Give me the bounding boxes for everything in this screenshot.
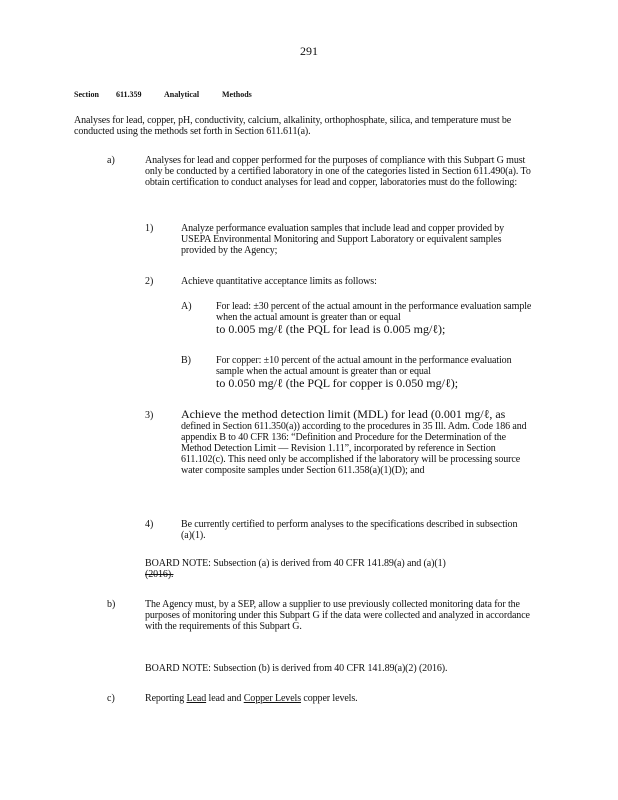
label-a: a)	[107, 155, 115, 166]
item-a2-text: Achieve quantitative acceptance limits as follows:	[181, 276, 377, 287]
board-note-b: BOARD NOTE: Subsection (b) is derived from 40 CFR 141.89(a)(2) (2016).	[145, 663, 448, 674]
section-heading	[74, 90, 252, 99]
section-word: Section	[74, 90, 99, 99]
label-a4: 4)	[145, 519, 154, 530]
section-title-1: Analytical	[164, 90, 200, 99]
item-aB-text: For copper: ±10 percent of the actual amount in the performance evaluation sample when the actual amount is greater than or equal	[216, 355, 512, 377]
c-post: copper levels.	[303, 693, 358, 704]
subsection-b-text: The Agency must, by a SEP, allow a supplier to use previously collected monitoring data for the purposes of monitoring under this Subpart G if the data were collected and analyzed in accordance with the requirements of this Subpart G.	[145, 599, 530, 632]
c-mid: lead and	[208, 693, 242, 704]
subsection-a-text: Analyses for lead and copper performed for the purposes of compliance with this Subpart G must only be conducted by a certified laboratory in one of the categories listed in Section 611.490(a). To obtain certification to conduct analyses for lead and copper, laboratories must do the following:	[145, 155, 531, 188]
item-aB	[216, 355, 534, 390]
page-number: 291	[300, 44, 318, 58]
label-c: c)	[107, 693, 115, 704]
label-a2: 2)	[145, 276, 154, 287]
c-inserted-copper: Copper Levels	[243, 693, 302, 704]
label-aB: B)	[181, 355, 191, 366]
item-aA	[216, 301, 534, 336]
item-a3-lead: Achieve the method detection limit (MDL) for lead (0.001 mg/ℓ, as	[181, 407, 506, 421]
intro-paragraph: Analyses for lead, copper, pH, conductivity, calcium, alkalinity, orthophosphate, silica, and temperature must be conducted using the methods set forth in Section 611.611(a).	[74, 115, 512, 137]
item-a1-text: Analyze performance evaluation samples that include lead and copper provided by USEPA Environmental Monitoring and Support Laboratory or equivalent samples provided by the Agency;	[181, 223, 505, 256]
item-aB-limit: to 0.050 mg/ℓ (the PQL for copper is 0.050 mg/ℓ);	[216, 376, 459, 390]
item-a3	[181, 408, 531, 476]
label-a3: 3)	[145, 410, 154, 421]
item-a4-text: Be currently certified to perform analyses to the specifications described in subsection (a)(1).	[181, 519, 518, 541]
board-note-a	[145, 558, 525, 580]
label-b: b)	[107, 599, 116, 610]
item-aA-text: For lead: ±30 percent of the actual amount in the performance evaluation sample when the actual amount is greater than or equal	[216, 301, 532, 323]
label-aA: A)	[181, 301, 192, 312]
c-pre: Reporting	[145, 693, 185, 704]
section-title-2: Methods	[222, 90, 252, 99]
item-aA-limit: to 0.005 mg/ℓ (the PQL for lead is 0.005 mg/ℓ);	[216, 322, 446, 336]
label-a1: 1)	[145, 223, 154, 234]
c-inserted-lead: Lead	[186, 693, 207, 704]
board-note-a-struck: (2016).	[145, 569, 174, 580]
subsection-c-text	[145, 693, 535, 704]
board-note-a-text: BOARD NOTE: Subsection (a) is derived from 40 CFR 141.89(a) and (a)(1)	[145, 558, 446, 569]
item-a3-text: defined in Section 611.350(a)) according to the procedures in 35 Ill. Adm. Code 186 and appendix B to 40 CFR 136: “Definition and Procedure for the Determination of the Method Detection Limit — Revision 1.11”, incorporated by reference in Section 611.102(c). This need only be accomplished if the laboratory will be processing source water composite samples under Section 611.358(a)(1)(D); and	[181, 421, 527, 476]
section-number: 611.359	[116, 90, 142, 99]
